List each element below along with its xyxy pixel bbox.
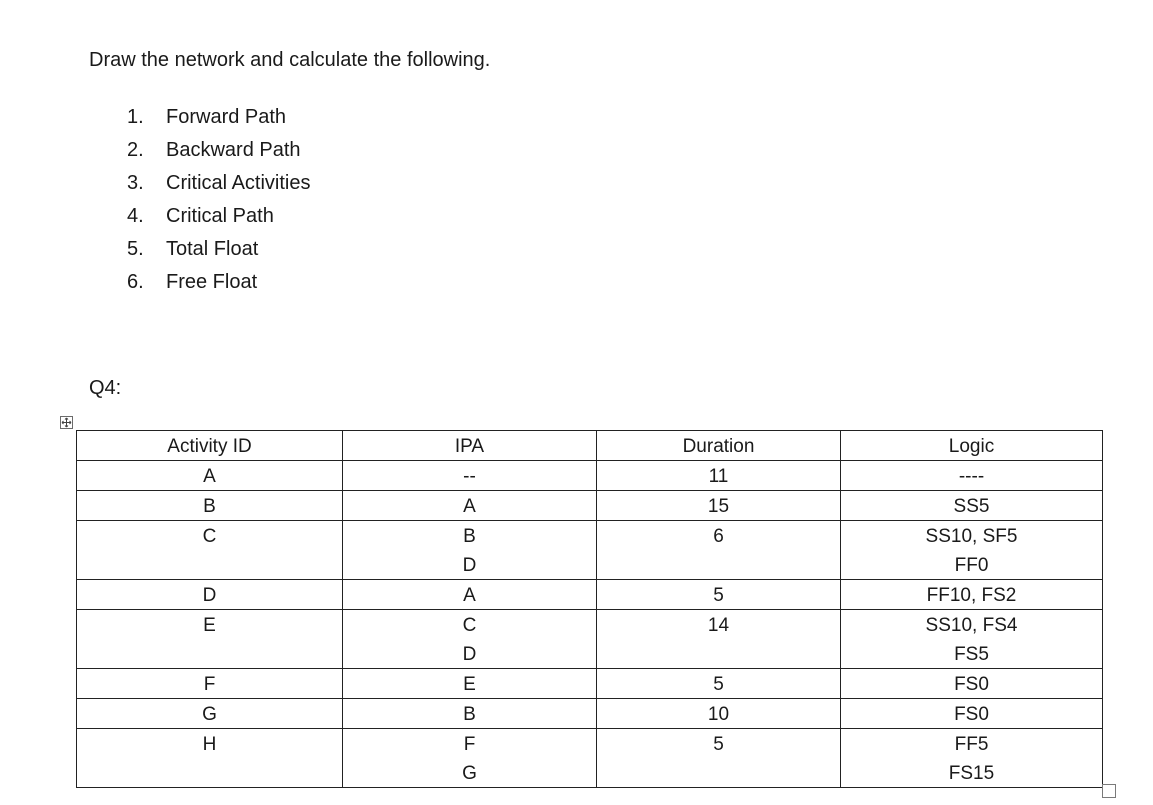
page-heading: Draw the network and calculate the following. — [89, 49, 491, 71]
list-text: Total Float — [166, 238, 259, 260]
table-header-cell — [841, 431, 1103, 461]
list-item — [127, 203, 310, 236]
list-number: 5. — [127, 238, 144, 260]
cell-line: FS0 — [954, 704, 989, 725]
cell-line — [597, 639, 840, 668]
table-row — [77, 521, 1103, 580]
table-cell-duration — [597, 580, 841, 610]
table-header-cell — [77, 431, 343, 461]
table-header-cell — [343, 431, 597, 461]
cell-line — [597, 758, 840, 787]
task-list — [127, 104, 310, 302]
cell-line: FS15 — [948, 763, 995, 784]
list-item — [127, 137, 310, 170]
cell-line: 11 — [708, 466, 729, 487]
list-number: 3. — [127, 172, 144, 194]
table-row — [77, 580, 1103, 610]
cell-line: 15 — [707, 496, 730, 517]
header-text: IPA — [454, 436, 485, 457]
cell-line: E — [203, 615, 216, 636]
list-number: 1. — [127, 106, 144, 128]
cell-line: D — [462, 644, 477, 665]
list-text: Forward Path — [166, 106, 287, 128]
table-cell-logic — [841, 610, 1103, 669]
table-cell-id — [77, 610, 343, 669]
cell-line — [77, 639, 342, 668]
cell-line: A — [463, 585, 476, 606]
table-cell-ipa — [343, 729, 597, 788]
table-row — [77, 461, 1103, 491]
cell-line: 5 — [713, 674, 724, 695]
cell-line: 6 — [713, 526, 724, 547]
cell-line — [77, 550, 342, 579]
cell-line: C — [462, 615, 477, 636]
list-text: Critical Path — [166, 205, 274, 227]
cell-line: H — [202, 734, 217, 755]
cell-line: FF5 — [954, 734, 989, 755]
cell-line: G — [202, 704, 217, 725]
cell-line: -- — [463, 466, 476, 487]
cell-line — [77, 758, 342, 787]
table-cell-duration — [597, 729, 841, 788]
table-cell-ipa — [343, 610, 597, 669]
table-resize-handle-icon[interactable] — [1102, 784, 1116, 798]
cell-line: FS5 — [954, 644, 989, 665]
list-number: 2. — [127, 139, 144, 161]
cell-line: 14 — [707, 615, 730, 636]
table-row — [77, 491, 1103, 521]
cell-line: FS0 — [954, 674, 989, 695]
header-text: Logic — [948, 436, 995, 457]
cell-line: D — [202, 585, 217, 606]
table-header-row — [77, 431, 1103, 461]
table-cell-ipa — [343, 580, 597, 610]
table-cell-ipa — [343, 669, 597, 699]
table-cell-id — [77, 491, 343, 521]
list-item — [127, 236, 310, 269]
table-cell-logic — [841, 580, 1103, 610]
table-cell-duration — [597, 669, 841, 699]
table-cell-id — [77, 461, 343, 491]
cell-line: SS5 — [953, 496, 990, 517]
table-cell-ipa — [343, 491, 597, 521]
table-cell-ipa — [343, 699, 597, 729]
question-label: Q4: — [89, 377, 122, 399]
table-cell-logic — [841, 729, 1103, 788]
cell-line: 5 — [713, 585, 724, 606]
cell-line: 5 — [713, 734, 724, 755]
list-text: Backward Path — [166, 139, 301, 161]
activity-table — [76, 430, 1103, 788]
cell-line: SS10, SF5 — [925, 526, 1018, 547]
table-cell-logic — [841, 521, 1103, 580]
table-row — [77, 610, 1103, 669]
table-cell-id — [77, 521, 343, 580]
cell-line: FF0 — [954, 555, 989, 576]
table-cell-ipa — [343, 461, 597, 491]
cell-line: F — [463, 734, 476, 755]
table-cell-duration — [597, 491, 841, 521]
list-number: 6. — [127, 271, 144, 293]
cell-line: 10 — [707, 704, 730, 725]
header-text: Duration — [682, 436, 755, 457]
table-cell-id — [77, 580, 343, 610]
list-number: 4. — [127, 205, 144, 227]
cell-line: A — [203, 466, 216, 487]
cell-line: D — [462, 555, 477, 576]
table-cell-logic — [841, 699, 1103, 729]
table-cell-duration — [597, 521, 841, 580]
table-row — [77, 699, 1103, 729]
table-row — [77, 669, 1103, 699]
cell-line: E — [463, 674, 476, 695]
table-header-cell — [597, 431, 841, 461]
cell-line: F — [203, 674, 216, 695]
cell-line — [597, 550, 840, 579]
table-cell-logic — [841, 461, 1103, 491]
cell-line: C — [202, 526, 217, 547]
move-arrows-icon — [61, 417, 72, 428]
cell-line: G — [462, 763, 477, 784]
header-text: Activity ID — [167, 436, 252, 457]
table-cell-ipa — [343, 521, 597, 580]
table-cell-duration — [597, 699, 841, 729]
table-cell-logic — [841, 669, 1103, 699]
table-cell-id — [77, 729, 343, 788]
table-cell-duration — [597, 461, 841, 491]
list-item — [127, 104, 310, 137]
cell-line: B — [203, 496, 216, 517]
cell-line: A — [463, 496, 476, 517]
cell-line: B — [463, 526, 476, 547]
cell-line: ---- — [958, 466, 985, 487]
cell-line: B — [463, 704, 476, 725]
list-item — [127, 170, 310, 203]
move-handle-icon[interactable] — [60, 416, 73, 429]
cell-line: FF10, FS2 — [926, 585, 1017, 606]
table-row — [77, 729, 1103, 788]
table-cell-logic — [841, 491, 1103, 521]
cell-line: SS10, FS4 — [925, 615, 1018, 636]
list-item — [127, 269, 310, 302]
list-text: Critical Activities — [166, 172, 311, 194]
table-cell-id — [77, 669, 343, 699]
table-cell-id — [77, 699, 343, 729]
table-cell-duration — [597, 610, 841, 669]
list-text: Free Float — [166, 271, 258, 293]
